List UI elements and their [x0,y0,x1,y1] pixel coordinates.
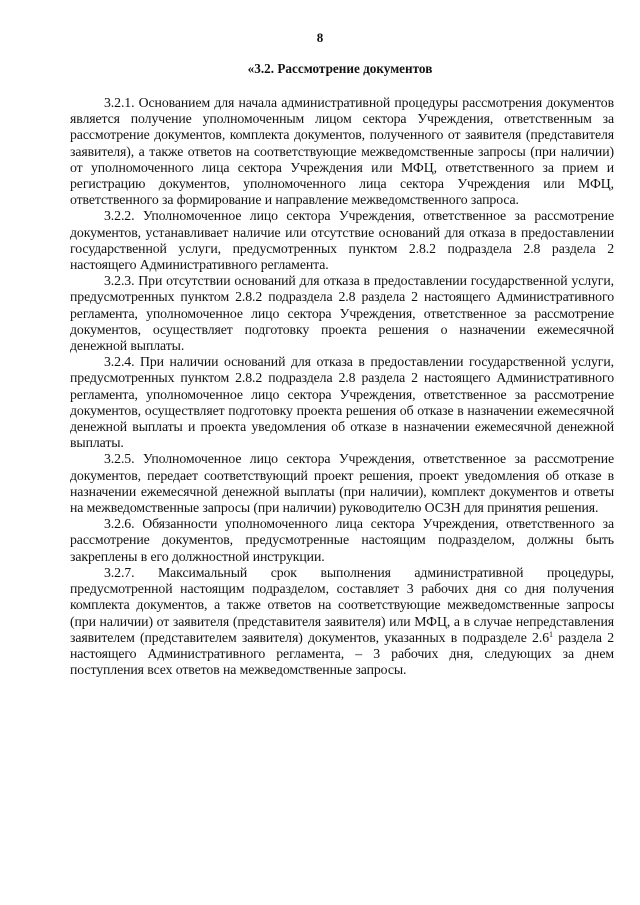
paragraph-3-2-2: 3.2.2. Уполномоченное лицо сектора Учреждения, ответственное за рассмотрение документов, устанавливает наличие или отсутствие оснований для отказа в предоставлении государственной услуги, предусмотренных пунктом 2.8.2 подраздела 2.8 раздела 2 настоящего Административного регламента. [70,208,614,273]
paragraph-3-2-4: 3.2.4. При наличии оснований для отказа в предоставлении государственной услуги, предусмотренных пунктом 2.8.2 подраздела 2.8 раздела 2 настоящего Административного регламента, уполномоченное лицо сектора Учреждения, ответственное за рассмотрение документов, осуществляет подготовку проекта решения об отказе в назначении ежемесячной денежной выплаты и проекта уведомления об отказе в назначении ежемесячной денежной выплаты. [70,354,614,451]
paragraph-3-2-7 [70,565,614,678]
paragraph-3-2-1: 3.2.1. Основанием для начала административной процедуры рассмотрения документов является получение уполномоченным лицом сектора Учреждения, ответственным за рассмотрение документов, комплекта документов, полученного от заявителя (представителя заявителя), а также ответов на соответствующие межведомственные запросы (при наличии) от уполномоченного лица сектора Учреждения или МФЦ, ответственного за прием и регистрацию документов, уполномоченного лица сектора Учреждения или МФЦ, ответственного за формирование и направление межведомственного запроса. [70,95,614,208]
paragraph-3-2-3: 3.2.3. При отсутствии оснований для отказа в предоставлении государственной услуги, предусмотренных пунктом 2.8.2 подраздела 2.8 раздела 2 настоящего Административного регламента, уполномоченное лицо сектора Учреждения, ответственное за рассмотрение документов, осуществляет подготовку проекта решения о назначении ежемесячной денежной выплаты. [70,273,614,354]
document-body [70,95,614,678]
section-title: «3.2. Рассмотрение документов [247,61,433,76]
subsection-superscript: 1 [549,629,553,639]
page-number: 8 [316,30,324,45]
paragraph-3-2-7-text-end: раздела 2 настоящего Административного регламента, – 3 рабочих дня, следующих за днем поступления всех ответов на межведомственные запросы. [70,629,614,678]
paragraph-3-2-6: 3.2.6. Обязанности уполномоченного лица сектора Учреждения, ответственного за рассмотрение документов, предусмотренные настоящим подразделом, должны быть закреплены в его должностной инструкции. [70,516,614,564]
paragraph-3-2-7-text: 3.2.7. Максимальный срок выполнения административной процедуры, предусмотренной настоящим подразделом, составляет 3 рабочих дня со дня получения комплекта документов, а также ответов на соответствующие межведомственные запросы (при наличии) от заявителя (представителя заявителя) или МФЦ, а в случае непредставления заявителем (представителем заявителя) документов, указанных в подразделе 2.6 [70,564,614,645]
paragraph-3-2-5: 3.2.5. Уполномоченное лицо сектора Учреждения, ответственное за рассмотрение документов, передает соответствующий проект решения, проект уведомления об отказе в назначении ежемесячной денежной выплаты (при наличии), комплект документов и ответы на межведомственные запросы (при наличии) руководителю ОСЗН для принятия решения. [70,451,614,516]
